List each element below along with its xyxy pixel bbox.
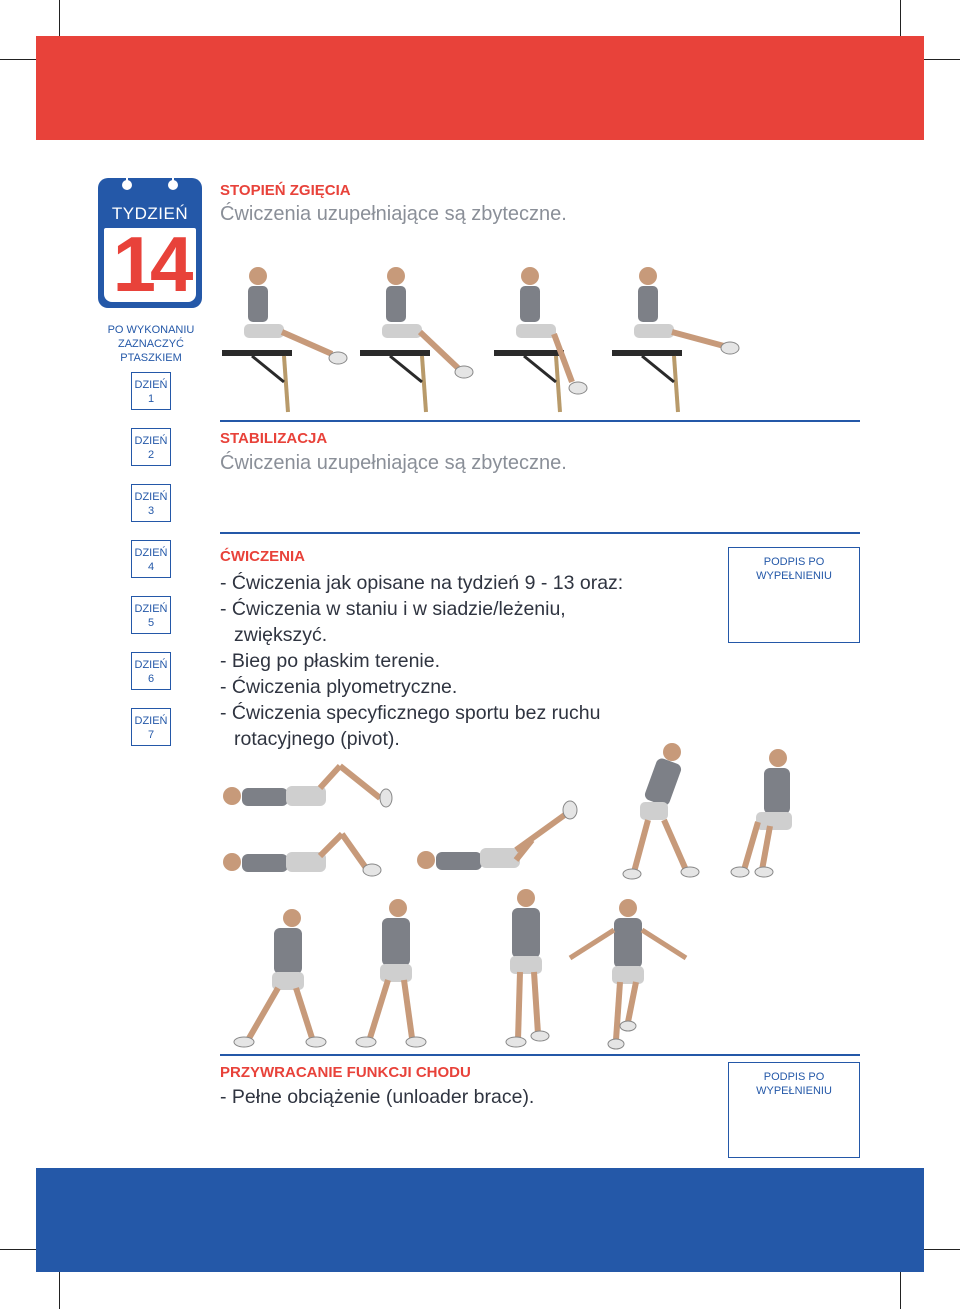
- day-label: DZIEŃ: [134, 435, 168, 447]
- day-number: 2: [147, 449, 155, 461]
- day-checkbox-6[interactable]: [131, 652, 171, 690]
- day-label: DZIEŃ: [134, 379, 168, 391]
- day-label: DZIEŃ: [134, 715, 168, 727]
- flexion-note: Ćwiczenia uzupełniające są zbyteczne.: [220, 203, 567, 225]
- signature-box[interactable]: [728, 547, 860, 643]
- crop-mark: [59, 1269, 60, 1309]
- exercise-line: rotacyjnego (pivot).: [234, 728, 400, 750]
- crop-mark: [900, 1269, 901, 1309]
- tick-note-line: PO WYKONANIU: [107, 324, 195, 336]
- gait-heading: PRZYWRACANIE FUNKCJI CHODU: [220, 1064, 471, 1081]
- day-number: 7: [147, 729, 155, 741]
- section-divider: [220, 1054, 860, 1056]
- calendar-ring-icon: [168, 172, 178, 190]
- balance-arms-out-photo: [566, 894, 690, 1050]
- stabilization-heading: STABILIZACJA: [220, 430, 328, 447]
- day-number: 4: [147, 561, 155, 573]
- day-checkbox-5[interactable]: [131, 596, 171, 634]
- signature-label: PODPIS PO: [763, 1071, 825, 1083]
- exercise-line: zwiększyć.: [234, 624, 328, 646]
- crop-mark: [0, 59, 40, 60]
- header-band: [36, 36, 924, 140]
- wall-squat-photo: [722, 746, 808, 882]
- day-label: DZIEŃ: [134, 491, 168, 503]
- week-number: 14: [112, 220, 188, 308]
- day-number: 3: [147, 505, 155, 517]
- day-label: DZIEŃ: [134, 603, 168, 615]
- day-checkbox-7[interactable]: [131, 708, 171, 746]
- crop-mark: [900, 0, 901, 40]
- tick-note-line: ZAZNACZYĆ: [118, 338, 184, 350]
- day-checkbox-4[interactable]: [131, 540, 171, 578]
- calendar-label: TYDZIEŃ: [111, 204, 189, 223]
- calendar-face: [104, 220, 196, 308]
- seated-knee-extension-photo: [360, 262, 480, 414]
- week-calendar-badge: [98, 178, 202, 308]
- crop-mark: [920, 59, 960, 60]
- day-number: 5: [147, 617, 155, 629]
- exercise-line: - Ćwiczenia specyficznego sportu bez ruchu: [220, 702, 601, 724]
- footer-band: [36, 1168, 924, 1272]
- gait-line: - Pełne obciążenie (unloader brace).: [220, 1086, 535, 1108]
- exercise-line: - Ćwiczenia jak opisane na tydzień 9 - 13 oraz:: [220, 572, 624, 594]
- seated-knee-extension-photo: [612, 262, 742, 414]
- exercises-heading: ĆWICZENIA: [220, 548, 305, 565]
- signature-label: WYPEŁNIENIU: [756, 570, 832, 582]
- flexion-heading: STOPIEŃ ZGIĘCIA: [220, 182, 351, 199]
- section-divider: [220, 420, 860, 422]
- crop-mark: [0, 1249, 40, 1250]
- signature-label: WYPEŁNIENIU: [756, 1085, 832, 1097]
- day-checkbox-2[interactable]: [131, 428, 171, 466]
- signature-label: PODPIS PO: [763, 556, 825, 568]
- exercise-line: - Ćwiczenia plyometryczne.: [220, 676, 458, 698]
- day-number: 6: [147, 673, 155, 685]
- single-leg-stance-photo: [490, 884, 560, 1050]
- day-number: 1: [147, 393, 155, 405]
- calendar-ring-icon: [122, 172, 132, 190]
- exercise-line: - Bieg po płaskim terenie.: [220, 650, 441, 672]
- exercises-list: [220, 570, 623, 752]
- walking-photo: [344, 894, 434, 1050]
- day-checkbox-3[interactable]: [131, 484, 171, 522]
- day-label: DZIEŃ: [134, 547, 168, 559]
- day-checkbox-1[interactable]: [131, 372, 171, 410]
- stabilization-note: Ćwiczenia uzupełniające są zbyteczne.: [220, 452, 567, 474]
- seated-knee-extension-photo: [222, 262, 352, 414]
- signature-box[interactable]: [728, 1062, 860, 1158]
- day-label: DZIEŃ: [134, 659, 168, 671]
- crop-mark: [59, 0, 60, 40]
- exercise-line: - Ćwiczenia w staniu i w siadzie/leżeniu,: [220, 598, 566, 620]
- lunge-walk-photo: [228, 904, 328, 1050]
- lying-leg-raise-photo: [220, 758, 396, 816]
- lying-straight-leg-raise-photo: [412, 800, 582, 880]
- crop-mark: [920, 1249, 960, 1250]
- seated-knee-extension-photo: [494, 262, 604, 414]
- standing-hamstring-stretch-photo: [620, 740, 704, 882]
- tick-note-line: PTASZKIEM: [120, 352, 182, 364]
- section-divider: [220, 532, 860, 534]
- tick-instruction: [100, 323, 202, 365]
- lying-leg-raise-photo: [220, 824, 386, 882]
